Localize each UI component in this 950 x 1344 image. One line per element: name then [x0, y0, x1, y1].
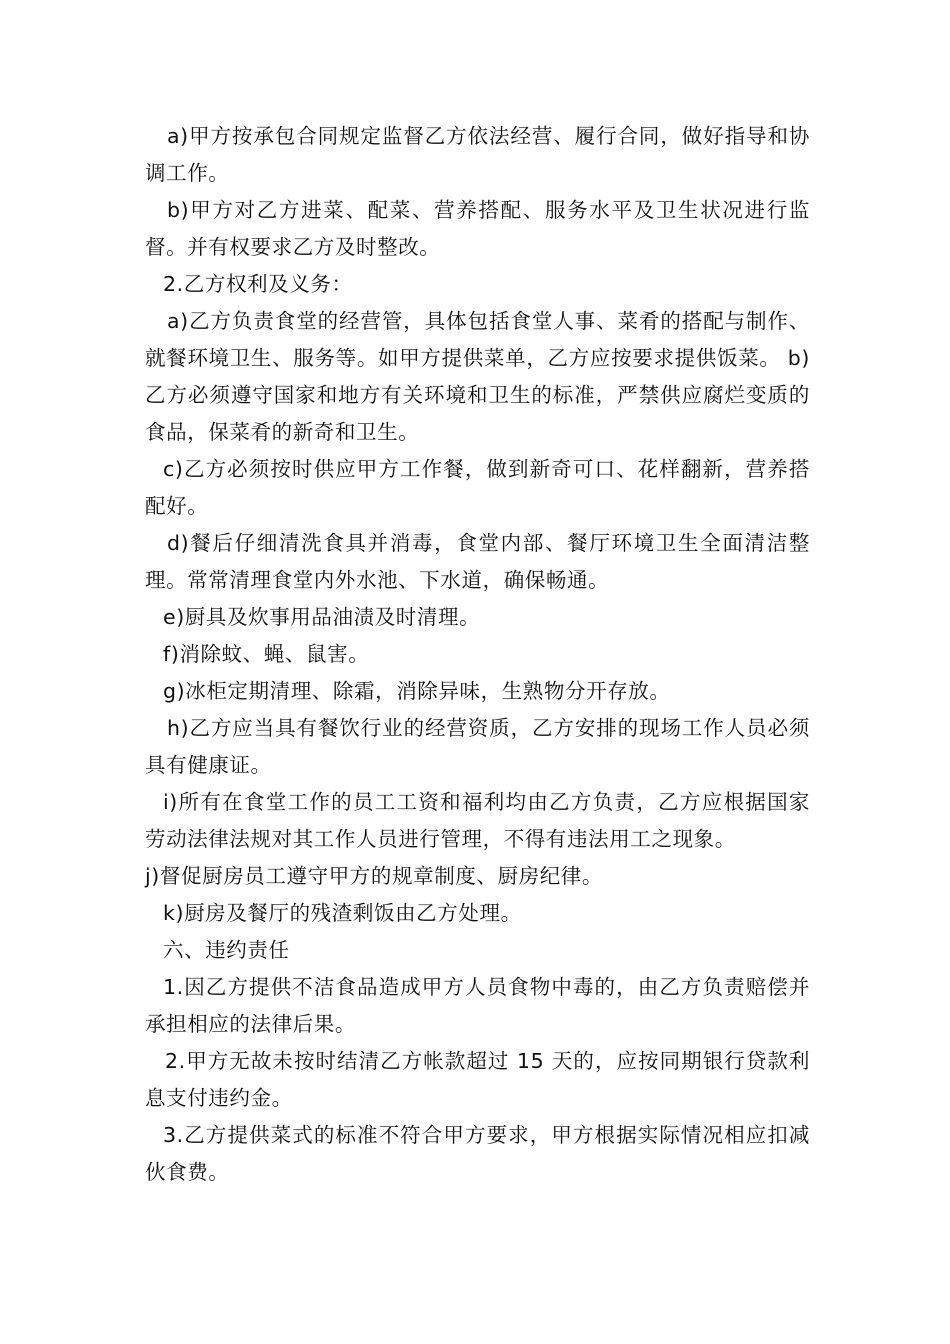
paragraph-g-freezer: g)冰柜定期清理、除霜，消除异味，生熟物分开存放。: [163, 679, 671, 703]
paragraph-c-work-meals: c)乙方必须按时供应甲方工作餐，做到新奇可口、花样翻新，营养搭配好。: [145, 457, 810, 518]
document-body: [145, 118, 810, 1191]
paragraph-e-kitchenware: e)厨具及炊事用品油渍及时清理。: [163, 605, 481, 629]
paragraph-i-staff-wages: i)所有在食堂工作的员工工资和福利均由乙方负责，乙方应根据国家劳动法律法规对其工作人员进行管理，不得有违法用工之现象。: [145, 790, 810, 851]
paragraph-2-late-payment: 2.甲方无故未按时结清乙方帐款超过 15 天的，应按同期银行贷款利息支付违约金。: [145, 1049, 810, 1110]
paragraph-a-supervise-contract: a)甲方按承包合同规定监督乙方依法经营、履行合同，做好指导和协调工作。: [145, 124, 810, 185]
paragraph-k-leftovers: k)厨房及餐厅的残渣剩饭由乙方处理。: [163, 901, 522, 925]
paragraph-h-qualification: h)乙方应当具有餐饮行业的经营资质，乙方安排的现场工作人员必须具有健康证。: [145, 716, 810, 777]
paragraph-f-pests: f)消除蚊、蝇、鼠害。: [163, 642, 370, 666]
paragraph-1-food-poisoning: 1.因乙方提供不洁食品造成甲方人员食物中毒的，由乙方负责赔偿并承担相应的法律后果。: [145, 975, 810, 1036]
paragraph-j-kitchen-rules: j)督促厨房员工遵守甲方的规章制度、厨房纪律。: [145, 864, 603, 888]
paragraph-a-b-party-b-duties: a)乙方负责食堂的经营管，具体包括食堂人事、菜肴的搭配与制作、就餐环境卫生、服务等。如甲方提供菜单，乙方应按要求提供饭菜。 b)乙方必须遵守国家和地方有关环境和卫生的标准，严禁供应腐烂变质的食品，保菜肴的新奇和卫生。: [145, 309, 810, 444]
paragraph-b-supervise-quality: b)甲方对乙方进菜、配菜、营养搭配、服务水平及卫生状况进行监督。并有权要求乙方及时整改。: [145, 198, 810, 259]
paragraph-3-menu-standard: 3.乙方提供菜式的标准不符合甲方要求，甲方根据实际情况相应扣减伙食费。: [145, 1123, 810, 1184]
section-heading-breach-liability: 六、违约责任: [163, 938, 290, 962]
section-heading-party-b-rights: 2.乙方权利及义务：: [163, 272, 353, 296]
paragraph-d-cleaning: d)餐后仔细清洗食具并消毒，食堂内部、餐厅环境卫生全面清洁整理。常常清理食堂内外水池、下水道，确保畅通。: [145, 531, 810, 592]
